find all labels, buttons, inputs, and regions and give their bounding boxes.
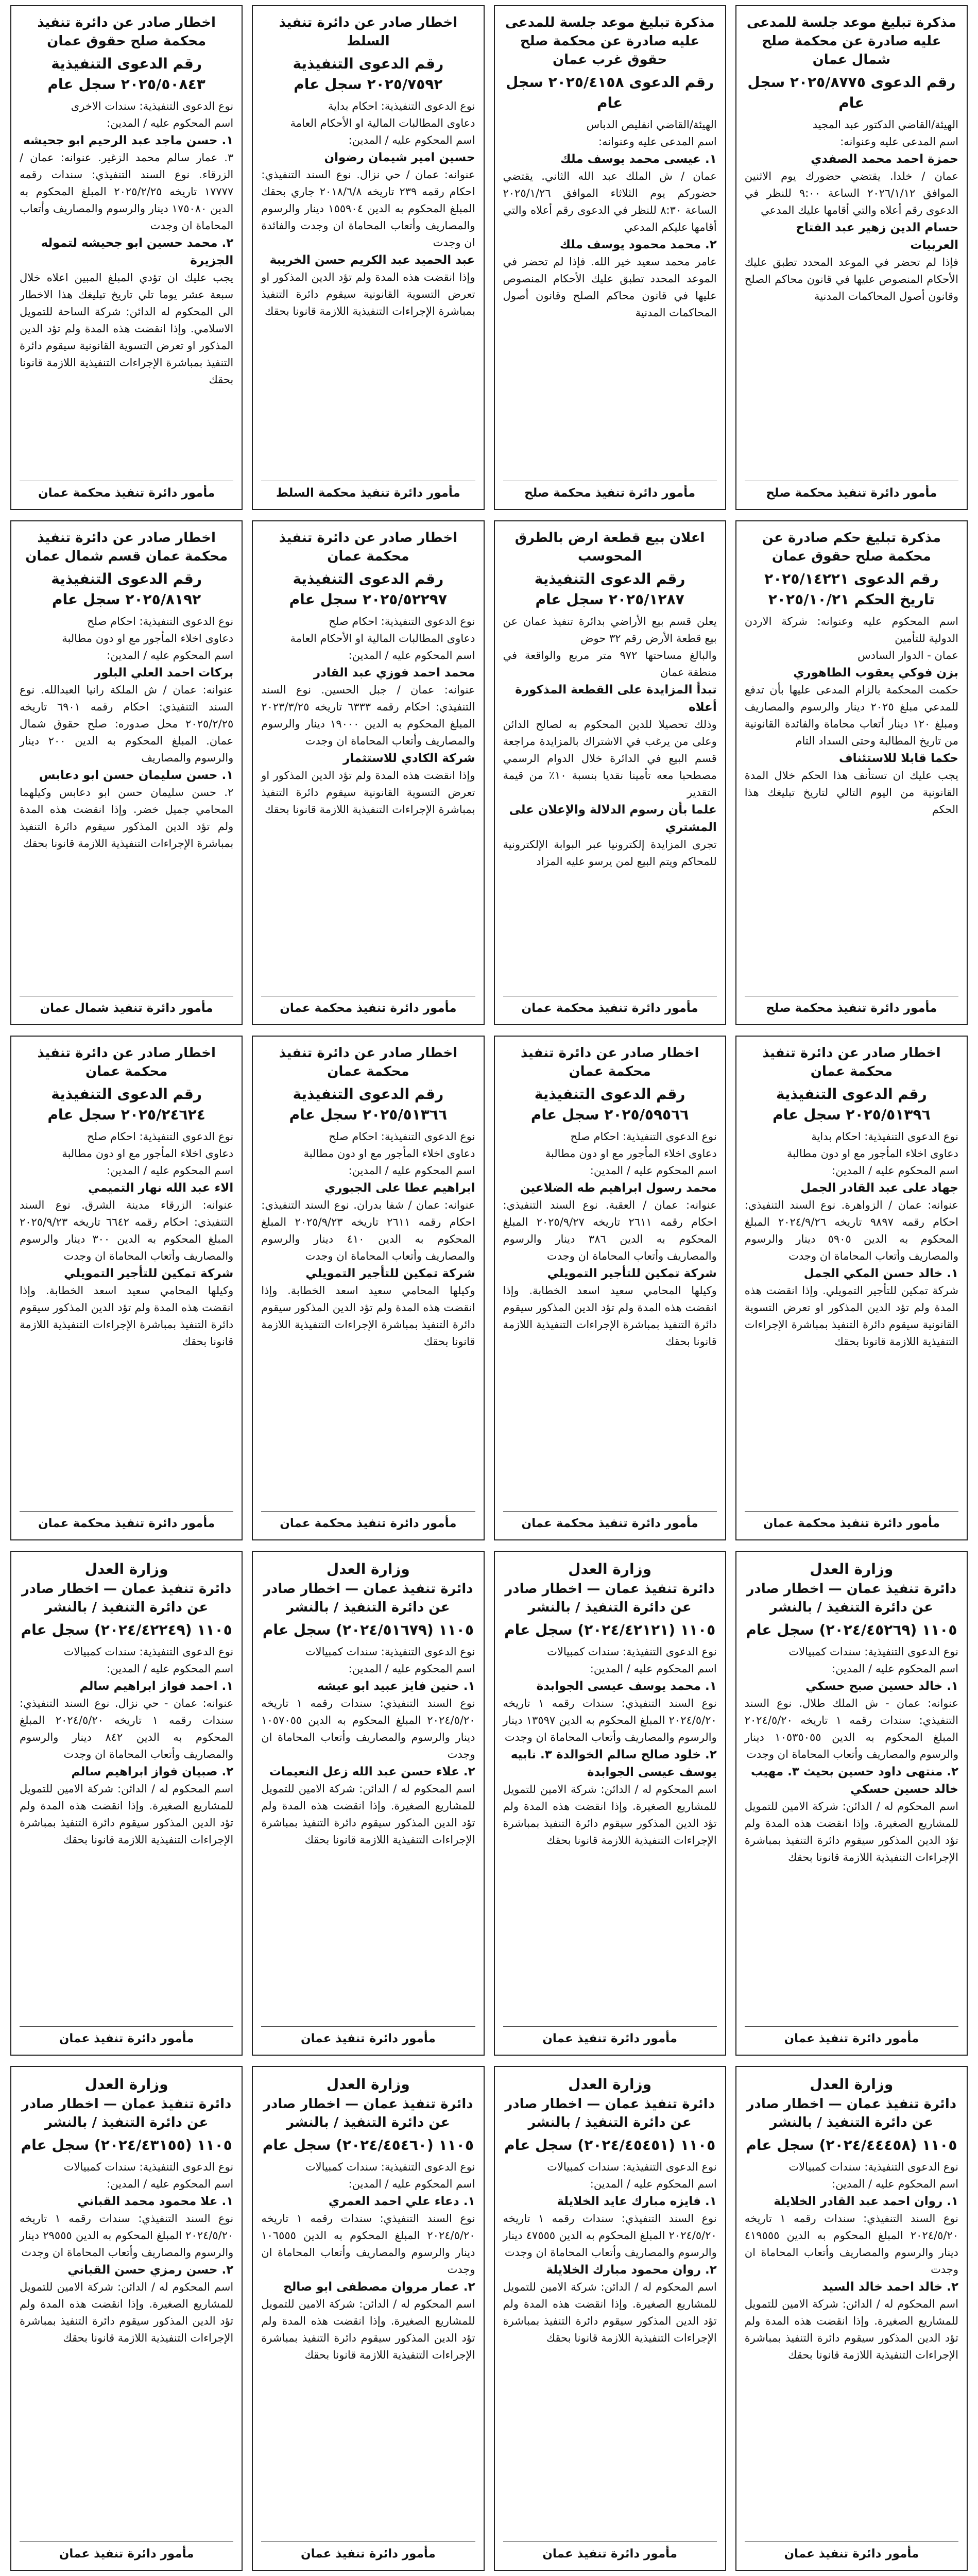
party-name-secondary: ٢. خلود صالح سالم الخوالدة ٣. نابيه يوسف عيسى الجوابدة (510, 1748, 717, 1779)
party-name-secondary: ٢. خالد احمد خالد السيد (822, 2280, 958, 2294)
party-name-secondary: ٢. روان محمود مبارك الخلايلة (546, 2263, 717, 2277)
notice-line: نوع الدعوى التنفيذية: احكام بداية (328, 100, 475, 112)
notice-line: اسم المحكوم عليه / المدين: (348, 1164, 475, 1177)
case-number: ١١٠٥ (٢٠٢٤/٤٤٤٥٨) سجل عام (746, 2137, 957, 2154)
notice-body-secondary: يجب عليك ان تستأنف هذا الحكم خلال المدة القانونية من اليوم التالي لتاريخ تبليغك هذا الحكم (744, 769, 958, 816)
party-name-secondary: ٢. عمار مروان مصطفى ابو صالح (283, 2280, 475, 2294)
party-name: حسين امير شيمان رضوان (324, 151, 475, 164)
notice-line: نوع الدعوى التنفيذية: سندات كمبيالات (305, 2161, 475, 2173)
party-name-secondary: شركة تمكين للتأجير التمويلي (305, 1267, 475, 1280)
notice-body: عنوانه: عمان / حي نزال. نوع السند التنفيذي: احكام رقمه ٢٣٩ تاريخه ٢٠١٨/٦/٨ جاري بحقك المبلغ المحكوم به الدين ١٥٥٩٠٤ دينار والرسوم والمصاريف وأتعاب المحاماة ان وجدت والفائدة ان وجدت (261, 168, 475, 249)
notice-body-secondary: يجب عليك ان تؤدي المبلغ المبين اعلاه خلال سبعة عشر يوما تلي تاريخ تبليغك هذا الاخطار الى المحكوم له الدائن: شركة الساحة للتمويل الاسلامي. وإذا انقضت هذه المدة ولم تؤد الدين المذكور او تعرض التسوية القانونية سيقوم دائرة التنفيذ بمباشرة الإجراءات التنفيذية اللازمة قانونا بحقك (20, 272, 234, 386)
notice-column (252, 520, 484, 1025)
notice-column (10, 1036, 243, 1540)
notice-footer: مأمور دائرة تنفيذ عمان (261, 2541, 475, 2563)
notice-body: عنوانه: عمان - ش الملك طلال. نوع السند التنفيذي: سندات رقمه ١ تاريخه ٢٠٢٤/٥/٢٠ المبلغ المحكوم به الدين ١٠٥٣٥٠٥٥ دينار والرسوم والمصاريف وأتعاب المحاماة ان وجدت (744, 1697, 959, 1760)
notice-header: مذكرة تبليغ موعد جلسة للمدعى عليه صادرة عن محكمة صلح حقوق غرب عمان (505, 15, 715, 67)
party-name-secondary: ١. حسن سليمان حسن ابو دعابس (39, 769, 234, 782)
party-name-secondary: حسام الدين زهير عبد الفتاح العربيات (796, 221, 958, 252)
notice-body-secondary: شركة تمكين للتأجير التمويلي. وإذا انقضت هذه المدة ولم تؤد الدين المذكور او تعرض التسوية القانونية سيقوم دائرة التنفيذ بمباشرة الإجراءات التنفيذية اللازمة قانونا بحقك (744, 1284, 958, 1348)
party-name: ١. احمد فواز ابراهيم سالم (79, 1680, 234, 1693)
notice-column (252, 2066, 484, 2571)
party-name-secondary: عبد الحميد عبد الكريم حسن الخريبة (269, 253, 475, 267)
notice-body: عنوانه: عمان / شفا بدران. نوع السند التنفيذي: احكام رقمه ٢٦١١ تاريخه ٢٠٢٥/٩/٢٣ المبلغ المحكوم به الدين ٤١٠ دينار والرسوم والمصاريف وأتعاب المحاماة ان وجدت (261, 1199, 475, 1262)
notice-line: دعاوى اخلاء المأجور مع او دون مطالبة (62, 1147, 234, 1160)
notice-body: عنوانه: عمان - حي نزال. نوع السند التنفيذي: سندات رقمه ١ تاريخه ٢٠٢٤/٥/٢٠ المبلغ المحكوم به الدين ٨٤٢ دينار والرسوم والمصاريف وأتعاب المحاماة ان وجدت (20, 1697, 234, 1760)
notice-line: نوع الدعوى التنفيذية: احكام صلح (87, 615, 234, 628)
notice-row (10, 1551, 968, 2056)
notice-line: نوع الدعوى التنفيذية: احكام صلح (570, 1130, 717, 1143)
notice-line: يعلن قسم بيع الأراضي بدائرة تنفيذ عمان عن بيع قطعة الأرض رقم ٣٢ حوض (503, 615, 717, 645)
notice-header: اخطار صادر عن دائرة تنفيذ محكمة عمان (279, 1045, 458, 1079)
notice-body: وذلك تحصيلا للدين المحكوم به لصالح الدائن وعلى من يرغب في الاشتراك بالمزايدة مراجعة قسم البيع في الدائرة خلال الدوام الرسمي مصطحبا معه تأمينا نقديا بنسبة ١٠٪ من قيمة التقدير (503, 718, 717, 799)
party-name: ١. خالد حسين صبح حسكي (805, 1680, 958, 1693)
notice-column (494, 1551, 726, 2056)
notice-line: نوع الدعوى التنفيذية: سندات كمبيالات (63, 1646, 234, 1658)
notice-column (494, 5, 726, 510)
notice-line: نوع الدعوى التنفيذية: سندات كمبيالات (305, 1646, 475, 1658)
notice-line: نوع الدعوى التنفيذية: سندات كمبيالات (547, 2161, 717, 2173)
notice-body: عنوانه: عمان / ش الملكة رانيا العبدالله. نوع السند التنفيذي: احكام رقمه ٦٩٠١ تاريخه ٢٠٢٥/٢/٢٥ محل صدوره: صلح حقوق شمال عمان. المبلغ المحكوم به الدين ٢٠٠ دينار والرسوم والمصاريف (20, 684, 234, 764)
party-name-secondary: ١. خالد حسن المكي الجمل (803, 1267, 958, 1280)
notice-line: اسم المحكوم عليه / المدين: (832, 1663, 958, 1675)
party-name: ابراهيم عطا على الجبوري (324, 1181, 475, 1195)
notice-body-secondary: وإذا انقضت هذه المدة ولم تؤد الدين المذكور او تعرض التسوية القانونية سيقوم دائرة التنفيذ بمباشرة الإجراءات التنفيذية اللازمة قانونا بحقك (261, 271, 475, 317)
notice-body-secondary: عامر محمد سعيد خير الله. فإذا لم تحضر في الموعد المحدد تطبق عليك الأحكام المنصوص عليها في قانون محاكم الصلح وقانون أصول المحاكمات المدنية (503, 256, 717, 319)
notice-footer: مأمور دائرة تنفيذ شمال عمان (20, 996, 233, 1017)
notice-footer: مأمور دائرة تنفيذ محكمة عمان (261, 996, 475, 1017)
ministry-title: وزارة العدل (568, 1561, 652, 1578)
party-name-secondary: ٢. منتهى داود حسين بحيث ٣. مهيب خالد حسين حسكي (750, 1765, 958, 1796)
notice-column (735, 1551, 968, 2056)
ministry-title: وزارة العدل (568, 2076, 652, 2093)
notice-body-secondary: وإذا انقضت هذه المدة ولم تؤد الدين المذكور او تعرض التسوية القانونية سيقوم دائرة التنفيذ بمباشرة الإجراءات التنفيذية اللازمة قانونا بحقك (261, 769, 475, 816)
party-name: ١. فايزه مبارك عايد الخلايلة (557, 2195, 717, 2208)
party-name-secondary: شركة الكادي للاستثمار (343, 752, 475, 765)
ministry-title: وزارة العدل (810, 2076, 894, 2093)
notice-body: ٣. عمار سالم محمد الزغير. عنوانه: عمان / الزرقاء. نوع السند التنفيذي: سندات رقمه ١٧٧٧٧ تاريخه ٢٠٢٥/٢/٢٥ المبلغ المحكوم به الدين ١٧٥٠٨٠ دينار والرسوم والمصاريف وأتعاب المحاماة ان وجدت (20, 151, 234, 232)
notice-header: دائرة تنفيذ عمان — اخطار صادر عن دائرة التنفيذ / بالنشر (263, 1581, 473, 1615)
case-number: رقم الدعوى التنفيذية ٢٠٢٥/٥١٣٦٦ سجل عام (289, 1086, 448, 1123)
notice-footer: مأمور دائرة تنفيذ محكمة صلح (745, 481, 958, 502)
notice-header: اخطار صادر عن دائرة تنفيذ محكمة عمان (279, 530, 458, 564)
notice-row (10, 2066, 968, 2571)
party-name: محمد احمد فوزي عبد القادر (313, 666, 475, 680)
notice-line: اسم المحكوم عليه / المدين: (107, 117, 234, 129)
party-name-secondary: علما بأن رسوم الدلالة والإعلان على المشتري (509, 803, 717, 834)
notice-body-secondary: اسم المحكوم له / الدائن: شركة الامين للتمويل للمشاريع الصغيرة. وإذا انقضت هذه المدة ولم تؤد الدين المذكور سيقوم دائرة التنفيذ بمباشرة الإجراءات التنفيذية اللازمة قانونا بحقك (20, 1783, 234, 1846)
notice-header: اخطار صادر عن دائرة تنفيذ محكمة عمان قسم شمال عمان (25, 530, 228, 564)
notice-line: دعاوى اخلاء المأجور مع او دون مطالبة (62, 632, 234, 645)
party-name: تبدأ المزايدة على القطعة المذكورة أعلاه (515, 683, 717, 714)
notice-line: اسم المحكوم عليه / المدين: (348, 134, 475, 146)
notice-column (10, 1551, 243, 2056)
notice-line: نوع الدعوى التنفيذية: سندات الاخرى (71, 100, 234, 112)
party-name: ١. علا محمود محمد القباني (77, 2195, 234, 2208)
notice-header: دائرة تنفيذ عمان — اخطار صادر عن دائرة التنفيذ / بالنشر (505, 1581, 715, 1615)
party-name-secondary: ٢. محمد محمود يوسف ملك (559, 238, 717, 251)
notice-footer: مأمور دائرة تنفيذ محكمة عمان (261, 1511, 475, 1532)
party-name: ١. حنين فايز عبيد ابو عيشه (317, 1680, 475, 1693)
notice-footer: مأمور دائرة تنفيذ محكمة عمان (503, 996, 717, 1017)
notice-header: دائرة تنفيذ عمان — اخطار صادر عن دائرة التنفيذ / بالنشر (21, 1581, 232, 1615)
notice-body-secondary: اسم المحكوم له / الدائن: شركة الامين للتمويل للمشاريع الصغيرة. وإذا انقضت هذه المدة ولم تؤد الدين المذكور سيقوم دائرة التنفيذ بمباشرة الإجراءات التنفيذية اللازمة قانونا بحقك (261, 1783, 475, 1846)
notice-row (10, 5, 968, 510)
notice-body: نوع السند التنفيذي: سندات رقمه ١ تاريخه ٢٠٢٤/٥/٢٠ المبلغ المحكوم به الدين ١٠٥٧٠٥٥ دينار والرسوم والمصاريف وأتعاب المحاماة ان وجدت (261, 1697, 475, 1760)
case-number: رقم الدعوى التنفيذية ٢٠٢٥/٥٩٥٦٦ سجل عام (530, 1086, 689, 1123)
notice-column (735, 5, 968, 510)
notice-column (735, 2066, 968, 2571)
notice-line: اسم المحكوم عليه / المدين: (107, 1663, 234, 1675)
notice-line: دعاوى اخلاء المأجور مع او دون مطالبة (786, 1147, 958, 1160)
notice-line: دعاوى المطالبات المالية او الأحكام العامة (290, 117, 475, 129)
notice-header: اخطار صادر عن دائرة تنفيذ محكمة عمان (762, 1045, 941, 1079)
case-number: رقم الدعوى ٢٠٢٥/٨٧٧٥ سجل عام (747, 74, 956, 111)
notice-body-secondary: وكيلها المحامي سعيد اسعد الخطابة. وإذا انقضت هذه المدة ولم تؤد الدين المذكور سيقوم دائرة التنفيذ بمباشرة الإجراءات التنفيذية اللازمة قانونا بحقك (261, 1284, 475, 1348)
notice-body-secondary: اسم المحكوم له / الدائن: شركة الامين للتمويل للمشاريع الصغيرة. وإذا انقضت هذه المدة ولم تؤد الدين المذكور سيقوم دائرة التنفيذ بمباشرة الإجراءات التنفيذية اللازمة قانونا بحقك (20, 2281, 234, 2344)
notice-line: دعاوى المطالبات المالية او الأحكام العامة (290, 632, 475, 645)
notice-column (10, 5, 243, 510)
notice-footer: مأمور دائرة تنفيذ محكمة السلط (261, 481, 475, 502)
notice-body: عنوانه: الزرقاء مدينة الشرق. نوع السند التنفيذي: احكام رقمه ٦٦٤٢ تاريخه ٢٠٢٥/٩/٢٣ المبلغ المحكوم به الدين ٣٠٠ دينار والرسوم والمصاريف وأتعاب المحاماة ان وجدت (20, 1199, 234, 1262)
notice-column (252, 1551, 484, 2056)
case-number: رقم الدعوى التنفيذية ٢٠٢٥/١٢٨٧ سجل عام (534, 570, 685, 608)
notice-body-secondary: تجرى المزايدة إلكترونيا عبر البوابة الإلكترونية للمحاكم ويتم البيع لمن يرسو عليه المزاد (503, 838, 717, 868)
case-number: رقم الدعوى التنفيذية ٢٠٢٥/٥٢٢٩٧ سجل عام (289, 570, 448, 608)
party-name-secondary: ٢. صبيان فواز ابراهيم سالم (71, 1765, 234, 1778)
notice-column (252, 5, 484, 510)
notice-header: مذكرة تبليغ حكم صادرة عن محكمة صلح حقوق عمان (762, 530, 941, 564)
notice-footer: مأمور دائرة تنفيذ عمان (745, 2541, 958, 2563)
notice-row (10, 1036, 968, 1540)
case-number: رقم الدعوى التنفيذية ٢٠٢٥/٥٠٨٤٣ سجل عام (47, 55, 205, 93)
notice-line: نوع الدعوى التنفيذية: احكام بداية (811, 1130, 958, 1143)
case-number: رقم الدعوى التنفيذية ٢٠٢٥/٨١٩٢ سجل عام (51, 570, 202, 608)
notice-line: نوع الدعوى التنفيذية: احكام صلح (87, 1130, 234, 1143)
notice-header: دائرة تنفيذ عمان — اخطار صادر عن دائرة التنفيذ / بالنشر (263, 2096, 473, 2130)
notice-footer: مأمور دائرة تنفيذ عمان (745, 2026, 958, 2047)
party-name-secondary: ٢. محمد حسين ابو جحيشه لتموله الجزيرة (41, 236, 234, 267)
party-name-secondary: ٢. علاء حسن عبد الله زعل النعيمات (269, 1765, 475, 1778)
notice-header: اخطار صادر عن دائرة تنفيذ السلط (279, 15, 458, 49)
party-name-secondary: شركة تمكين للتأجير التمويلي (547, 1267, 717, 1280)
case-number: رقم الدعوى التنفيذية ٢٠٢٥/٥١٣٩٦ سجل عام (773, 1086, 931, 1123)
notice-line: اسم المحكوم عليه / المدين: (832, 2178, 958, 2190)
notice-footer: مأمور دائرة تنفيذ محكمة عمان (20, 481, 233, 502)
notice-line: نوع الدعوى التنفيذية: احكام صلح (329, 615, 475, 628)
notice-column (494, 2066, 726, 2571)
case-number: رقم الدعوى ٢٠٢٥/٤١٥٨ سجل عام (506, 74, 714, 111)
notice-body-secondary: اسم المحكوم له / الدائن: شركة الامين للتمويل للمشاريع الصغيرة. وإذا انقضت هذه المدة ولم تؤد الدين المذكور سيقوم دائرة التنفيذ بمباشرة الإجراءات التنفيذية اللازمة قانونا بحقك (503, 1783, 717, 1846)
notice-footer: مأمور دائرة تنفيذ محكمة عمان (745, 1511, 958, 1532)
party-name: الاء عبد الله نهار التميمي (88, 1181, 234, 1195)
notice-line: اسم المحكوم عليه / المدين: (832, 1164, 958, 1177)
notice-line: نوع الدعوى التنفيذية: سندات كمبيالات (547, 1646, 717, 1658)
notice-header: دائرة تنفيذ عمان — اخطار صادر عن دائرة التنفيذ / بالنشر (21, 2096, 232, 2130)
party-name: محمد رسول ابراهيم طه الضلاعين (520, 1181, 717, 1195)
notice-footer: مأمور دائرة تنفيذ عمان (503, 2026, 717, 2047)
notice-line: عمان - الدوار السادس (857, 649, 958, 662)
party-name: بزن فوكي يعقوب الطاهوري (793, 666, 958, 680)
notice-header: مذكرة تبليغ موعد جلسة للمدعى عليه صادرة عن محكمة صلح شمال عمان (746, 15, 956, 67)
notice-footer: مأمور دائرة تنفيذ عمان (503, 2541, 717, 2563)
notice-body: عمان / ش الملك عبد الله الثاني. يقتضي حضوركم يوم الثلاثاء الموافق ٢٠٢٥/١/٢٦ الساعة ٨:٣٠ للنظر في الدعوى رقم أعلاه والتي أقامها عليكم المدعي (503, 170, 717, 233)
notice-body: نوع السند التنفيذي: سندات رقمه ١ تاريخه ٢٠٢٤/٥/٢٠ المبلغ المحكوم به الدين ٤٧٥٥٥ دينار والرسوم والمصاريف وأتعاب المحاماة ان وجدت (503, 2212, 717, 2259)
notice-footer: مأمور دائرة تنفيذ محكمة صلح (503, 481, 717, 502)
notice-line: اسم المحكوم عليه / المدين: (348, 1663, 475, 1675)
ministry-title: وزارة العدل (326, 1561, 410, 1578)
notice-body-secondary: وكيلها المحامي سعيد اسعد الخطابة. وإذا انقضت هذه المدة ولم تؤد الدين المذكور سيقوم دائرة التنفيذ بمباشرة الإجراءات التنفيذية اللازمة قانونا بحقك (20, 1284, 234, 1348)
notice-header: اخطار صادر عن دائرة تنفيذ محكمة عمان (520, 1045, 699, 1079)
notice-body-secondary: فإذا لم تحضر في الموعد المحدد تطبق عليك الأحكام المنصوص عليها في قانون محاكم الصلح وقانون أصول المحاكمات المدنية (744, 256, 958, 302)
case-number: رقم الدعوى التنفيذية ٢٠٢٥/٢٤٦٢٤ سجل عام (47, 1086, 205, 1123)
notice-body: نوع السند التنفيذي: سندات رقمه ١ تاريخه ٢٠٢٤/٥/٢٠ المبلغ المحكوم به الدين ٢٩٥٥٥ دينار والرسوم والمصاريف وأتعاب المحاماة ان وجدت (20, 2212, 234, 2259)
notice-column (494, 520, 726, 1025)
notice-body: عمان / خلدا. يقتضي حضورك يوم الاثنين الموافق ٢٠٢٦/١/١٢ الساعة ٩:٠٠ للنظر في الدعوى رقم أعلاه والتي أقامها عليك المدعي (744, 170, 958, 216)
notice-footer: مأمور دائرة تنفيذ عمان (20, 2026, 233, 2047)
notice-body: نوع السند التنفيذي: سندات رقمه ١ تاريخه ٢٠٢٤/٥/٢٠ المبلغ المحكوم به الدين ٤١٩٥٥٥ دينار والرسوم والمصاريف وأتعاب المحاماة ان وجدت (744, 2212, 958, 2276)
notice-footer: مأمور دائرة تنفيذ محكمة صلح (745, 996, 958, 1017)
notice-line: اسم المحكوم عليه / المدين: (348, 649, 475, 662)
notice-column (10, 2066, 243, 2571)
notice-column (10, 520, 243, 1025)
notice-header: دائرة تنفيذ عمان — اخطار صادر عن دائرة التنفيذ / بالنشر (746, 1581, 957, 1615)
party-name: حمزة احمد محمد الصفدي (811, 152, 958, 166)
case-number: ١١٠٥ (٢٠٢٤/٤٢١٢١) سجل عام (504, 1621, 716, 1638)
case-number: رقم الدعوى ٢٠٢٥/١٤٢٢١ تاريخ الحكم ٢٠٢٥/١٠/٢١ (764, 570, 939, 608)
case-number: رقم الدعوى التنفيذية ٢٠٢٥/٧٥٩٢ سجل عام (293, 55, 444, 93)
notice-line: اسم المدعى عليه وعنوانه: (840, 135, 958, 148)
notice-body: عنوانه: عمان / العقبة. نوع السند التنفيذي: احكام رقمه ٢٦١١ تاريخه ٢٠٢٥/٩/٢٧ المبلغ المحكوم به الدين ٣٨٦ دينار والرسوم والمصاريف وأتعاب المحاماة ان وجدت (503, 1199, 717, 1262)
notice-line: الهيئة/القاضي انفليص الدباس (586, 118, 717, 131)
notice-body: نوع السند التنفيذي: سندات رقمه ١ تاريخه ٢٠٢٤/٥/٢٠ المبلغ المحكوم به الدين ١٣٥٩٧ دينار والرسوم والمصاريف وأتعاب المحاماة ان وجدت (503, 1697, 717, 1743)
notice-line: نوع الدعوى التنفيذية: سندات كمبيالات (788, 2161, 958, 2173)
notice-line: اسم المدعى عليه وعنوانه: (598, 135, 717, 148)
party-name: ١. عيسى محمد يوسف ملك (560, 152, 717, 166)
notice-line: نوع الدعوى التنفيذية: سندات كمبيالات (63, 2161, 234, 2173)
notice-line: اسم المحكوم عليه / المدين: (107, 649, 234, 662)
case-number: ١١٠٥ (٢٠٢٤/٤٥٤٦٠) سجل عام (262, 2137, 474, 2154)
party-name: بركات احمد العلي البلور (94, 666, 234, 680)
notice-line: اسم المحكوم عليه / المدين: (107, 1164, 234, 1177)
notice-header: دائرة تنفيذ عمان — اخطار صادر عن دائرة التنفيذ / بالنشر (746, 2096, 957, 2130)
ministry-title: وزارة العدل (810, 1561, 894, 1578)
notice-body-secondary: اسم المحكوم له / الدائن: شركة الامين للتمويل للمشاريع الصغيرة. وإذا انقضت هذه المدة ولم تؤد الدين المذكور سيقوم دائرة التنفيذ بمباشرة الإجراءات التنفيذية اللازمة قانونا بحقك (503, 2281, 717, 2344)
case-number: ١١٠٥ (٢٠٢٤/٤٥٢٦٩) سجل عام (746, 1621, 957, 1638)
notice-footer: مأمور دائرة تنفيذ عمان (20, 2541, 233, 2563)
notice-body: نوع السند التنفيذي: سندات رقمه ١ تاريخه ٢٠٢٤/٥/٢٠ المبلغ المحكوم به الدين ١٠٦٥٥٥ دينار والرسوم والمصاريف وأتعاب المحاماة ان وجدت (261, 2212, 475, 2276)
notice-line: نوع الدعوى التنفيذية: سندات كمبيالات (788, 1646, 958, 1658)
notice-header: اخطار صادر عن دائرة تنفيذ محكمة عمان (37, 1045, 216, 1079)
notice-line: اسم المحكوم عليه / المدين: (590, 1663, 717, 1675)
party-name-secondary: ٢. حسن رمزي حسن القباني (67, 2263, 234, 2277)
notice-footer: مأمور دائرة تنفيذ محكمة عمان (503, 1511, 717, 1532)
ministry-title: وزارة العدل (84, 1561, 168, 1578)
notice-line: اسم المحكوم عليه / المدين: (590, 2178, 717, 2190)
notice-footer: مأمور دائرة تنفيذ محكمة عمان (20, 1511, 233, 1532)
notice-column (252, 1036, 484, 1540)
notice-line: والبالغ مساحتها ٩٧٢ متر مربع والواقعة في منطقة عمان (503, 649, 717, 679)
party-name-secondary: حكما قابلا للاستئناف (838, 752, 958, 765)
notice-row (10, 520, 968, 1025)
notice-line: نوع الدعوى التنفيذية: احكام صلح (329, 1130, 475, 1143)
party-name: ١. محمد يوسف عيسى الجوابدة (536, 1680, 717, 1693)
notice-body-secondary: وكيلها المحامي سعيد اسعد الخطابة. وإذا انقضت هذه المدة ولم تؤد الدين المذكور سيقوم دائرة التنفيذ بمباشرة الإجراءات التنفيذية اللازمة قانونا بحقك (503, 1284, 717, 1348)
party-name: جهاد على عبد القادر الجمل (800, 1181, 958, 1195)
notice-body: عنوانه: عمان / الزواهرة. نوع السند التنفيذي: احكام رقمه ٩٨٩٧ تاريخه ٢٠٢٤/٩/٢٦ المبلغ المحكوم به الدين ٥٩٠٥ دينار والرسوم والمصاريف وأتعاب المحاماة ان وجدت (744, 1199, 958, 1262)
notice-header: اخطار صادر عن دائرة تنفيذ محكمة صلح حقوق عمان (37, 15, 216, 49)
notice-column (494, 1036, 726, 1540)
notice-line: الهيئة/القاضي الدكتور عبد المجيد (812, 118, 958, 131)
notice-body-secondary: اسم المحكوم له / الدائن: شركة الامين للتمويل للمشاريع الصغيرة. وإذا انقضت هذه المدة ولم تؤد الدين المذكور سيقوم دائرة التنفيذ بمباشرة الإجراءات التنفيذية اللازمة قانونا بحقك (744, 2298, 958, 2361)
notice-header: اعلان بيع قطعة ارض بالطرق المحوسب (514, 530, 705, 564)
notice-body-secondary: ٢. حسن سليمان حسن ابو دعابس وكيلهما المحامي جميل خضر. وإذا انقضت هذه المدة ولم تؤد الدين المذكور سيقوم دائرة التنفيذ بمباشرة الإجراءات التنفيذية اللازمة قانونا بحقك (20, 786, 234, 850)
notice-column (735, 1036, 968, 1540)
notice-header: دائرة تنفيذ عمان — اخطار صادر عن دائرة التنفيذ / بالنشر (505, 2096, 715, 2130)
case-number: ١١٠٥ (٢٠٢٤/٤٣١٥٥) سجل عام (21, 2137, 232, 2154)
notice-line: اسم المحكوم عليه وعنوانه: شركة الاردن الدولية للتأمين (744, 615, 958, 645)
party-name: ١. روان احمد عبد القادر الخلايلة (774, 2195, 958, 2208)
notice-line: اسم المحكوم عليه / المدين: (590, 1164, 717, 1177)
notice-column (735, 520, 968, 1025)
notice-line: دعاوى اخلاء المأجور مع او دون مطالبة (545, 1147, 717, 1160)
notice-body: عنوانه: عمان / جبل الحسين. نوع السند التنفيذي: احكام رقمه ٦٣٣٣ تاريخه ٢٠٢٣/٣/٢٥ المبلغ المحكوم به الدين ١٩٠٠٠ دينار والرسوم والمصاريف وأتعاب المحاماة ان وجدت (261, 684, 475, 747)
notice-body-secondary: اسم المحكوم له / الدائن: شركة الامين للتمويل للمشاريع الصغيرة. وإذا انقضت هذه المدة ولم تؤد الدين المذكور سيقوم دائرة التنفيذ بمباشرة الإجراءات التنفيذية اللازمة قانونا بحقك (261, 2298, 475, 2361)
ministry-title: وزارة العدل (84, 2076, 168, 2093)
case-number: ١١٠٥ (٢٠٢٤/٤٥٤٥١) سجل عام (504, 2137, 716, 2154)
case-number: ١١٠٥ (٢٠٢٤/٥١٦٧٩) سجل عام (262, 1621, 474, 1638)
notice-body-secondary: اسم المحكوم له / الدائن: شركة الامين للتمويل للمشاريع الصغيرة. وإذا انقضت هذه المدة ولم تؤد الدين المذكور سيقوم دائرة التنفيذ بمباشرة الإجراءات التنفيذية اللازمة قانونا بحقك (744, 1800, 958, 1863)
party-name: ١. دعاء علي احمد العمري (328, 2195, 475, 2208)
notice-line: اسم المحكوم عليه / المدين: (107, 2178, 234, 2190)
ministry-title: وزارة العدل (326, 2076, 410, 2093)
party-name-secondary: شركة تمكين للتأجير التمويلي (64, 1267, 234, 1280)
case-number: ١١٠٥ (٢٠٢٤/٤٢٢٤٩) سجل عام (21, 1621, 232, 1638)
notice-line: اسم المحكوم عليه / المدين: (348, 2178, 475, 2190)
notice-footer: مأمور دائرة تنفيذ عمان (261, 2026, 475, 2047)
notice-line: دعاوى اخلاء المأجور مع او دون مطالبة (303, 1147, 475, 1160)
notice-body: حكمت المحكمة بالزام المدعى عليها بأن تدفع للمدعي مبلغ ٢٠٢٥ دينار والرسوم والمصاريف ومبلغ ١٢٠ دينار أتعاب محاماة والفائدة القانونية من تاريخ المطالبة وحتى السداد التام (744, 684, 958, 747)
party-name: ١. حسن ماجد عبد الرحيم ابو جحيشه (23, 134, 234, 147)
